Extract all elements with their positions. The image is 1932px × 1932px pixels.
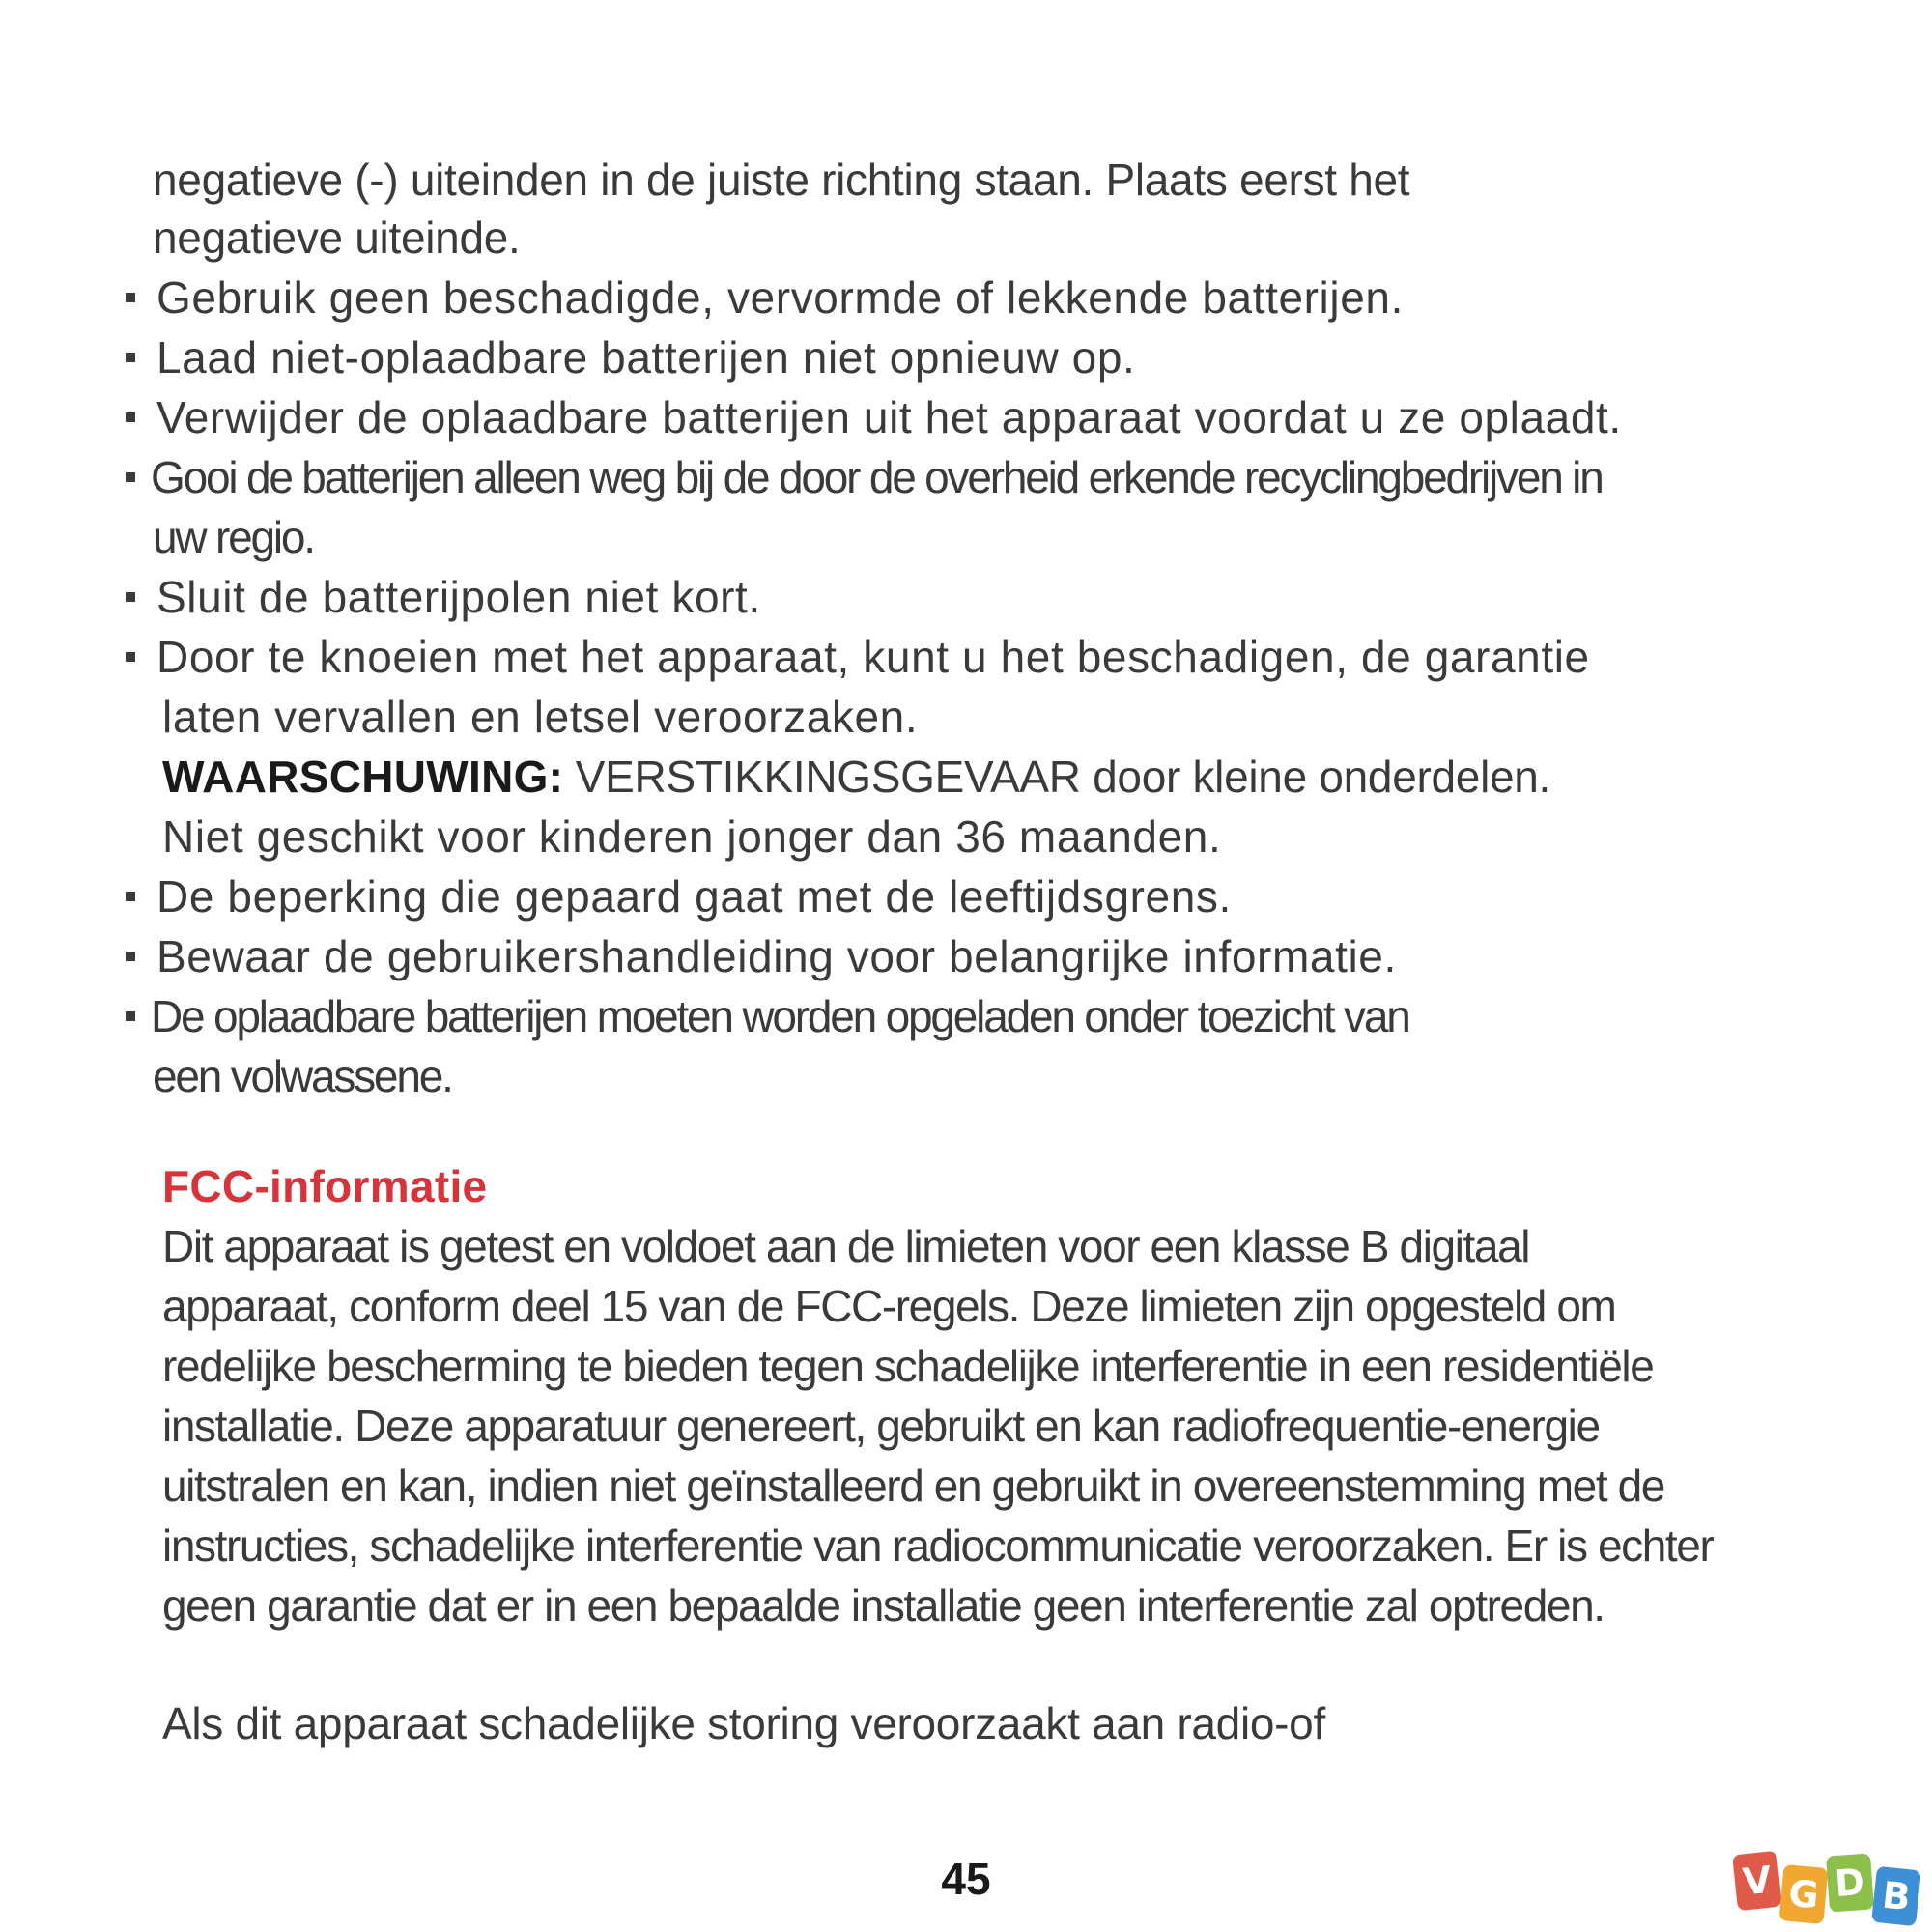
warning-text: VERSTIKKINGSGEVAAR door kleine onderdelen. xyxy=(563,752,1551,802)
bullet-marker xyxy=(126,1011,135,1021)
fcc-text-line: uitstralen en kan, indien niet geïnstalleerd en gebruikt in overeenstemming met de xyxy=(162,1461,1664,1511)
page-number: 45 xyxy=(941,1854,991,1904)
warning-line xyxy=(162,750,1550,804)
bullet-marker xyxy=(126,892,135,901)
bullet-item: Door te knoeien met het apparaat, kunt u het beschadigen, de garantie xyxy=(156,632,1590,682)
fcc-text-line: Dit apparaat is getest en voldoet aan de limieten voor een klasse B digitaal xyxy=(162,1221,1530,1271)
bullet-item: De oplaadbare batterijen moeten worden opgeladen onder toezicht van xyxy=(151,991,1409,1041)
logo-letter-v: V xyxy=(1732,1851,1782,1911)
logo-letter-d: D xyxy=(1826,1853,1874,1912)
logo-letter-b: B xyxy=(1871,1866,1921,1926)
text-line: een volwassene. xyxy=(153,1051,452,1101)
bullet-marker xyxy=(126,412,135,422)
fcc-text-line: apparaat, conform deel 15 van de FCC-regels. Deze limieten zijn opgesteld om xyxy=(162,1281,1616,1331)
fcc-text-line: geen garantie dat er in een bepaalde installatie geen interferentie zal optreden. xyxy=(162,1580,1605,1631)
text-line: Als dit apparaat schadelijke storing veroorzaakt aan radio-of xyxy=(162,1698,1325,1748)
logo-letter-g: G xyxy=(1779,1864,1829,1924)
text-line: uw regio. xyxy=(153,512,314,562)
bullet-item: Verwijder de oplaadbare batterijen uit het apparaat voordat u ze oplaadt. xyxy=(156,392,1622,442)
vgdb-logo xyxy=(1735,1853,1928,1930)
fcc-text-line: instructies, schadelijke interferentie van radiocommunicatie veroorzaken. Er is echter xyxy=(162,1520,1714,1571)
bullet-item: Laad niet-oplaadbare batterijen niet opnieuw op. xyxy=(156,332,1136,383)
bullet-marker xyxy=(126,952,135,961)
fcc-text-line: redelijke bescherming te bieden tegen schadelijke interferentie in een residentiële xyxy=(162,1341,1654,1391)
bullet-marker xyxy=(126,293,135,302)
bullet-item: Gebruik geen beschadigde, vervormde of lekkende batterijen. xyxy=(156,272,1404,323)
text-line: negatieve (-) uiteinden in de juiste richting staan. Plaats eerst het xyxy=(153,155,1410,205)
bullet-marker xyxy=(126,592,135,602)
bullet-marker xyxy=(126,353,135,362)
text-line: laten vervallen en letsel veroorzaken. xyxy=(162,692,919,742)
bullet-item: De beperking die gepaard gaat met de leeftijdsgrens. xyxy=(156,871,1232,922)
text-line: Niet geschikt voor kinderen jonger dan 36 maanden. xyxy=(162,811,1222,862)
bullet-marker xyxy=(126,652,135,662)
bullet-item: Sluit de batterijpolen niet kort. xyxy=(156,572,761,622)
fcc-text-line: installatie. Deze apparatuur genereert, gebruikt en kan radiofrequentie-energie xyxy=(162,1401,1600,1451)
fcc-heading: FCC-informatie xyxy=(162,1161,488,1211)
text-line: negatieve uiteinde. xyxy=(153,213,521,263)
bullet-item: Gooi de batterijen alleen weg bij de door de overheid erkende recyclingbedrijven in xyxy=(151,452,1603,502)
bullet-marker xyxy=(126,472,135,482)
bullet-item: Bewaar de gebruikershandleiding voor belangrijke informatie. xyxy=(156,931,1397,981)
warning-label: WAARSCHUWING: xyxy=(162,752,564,802)
